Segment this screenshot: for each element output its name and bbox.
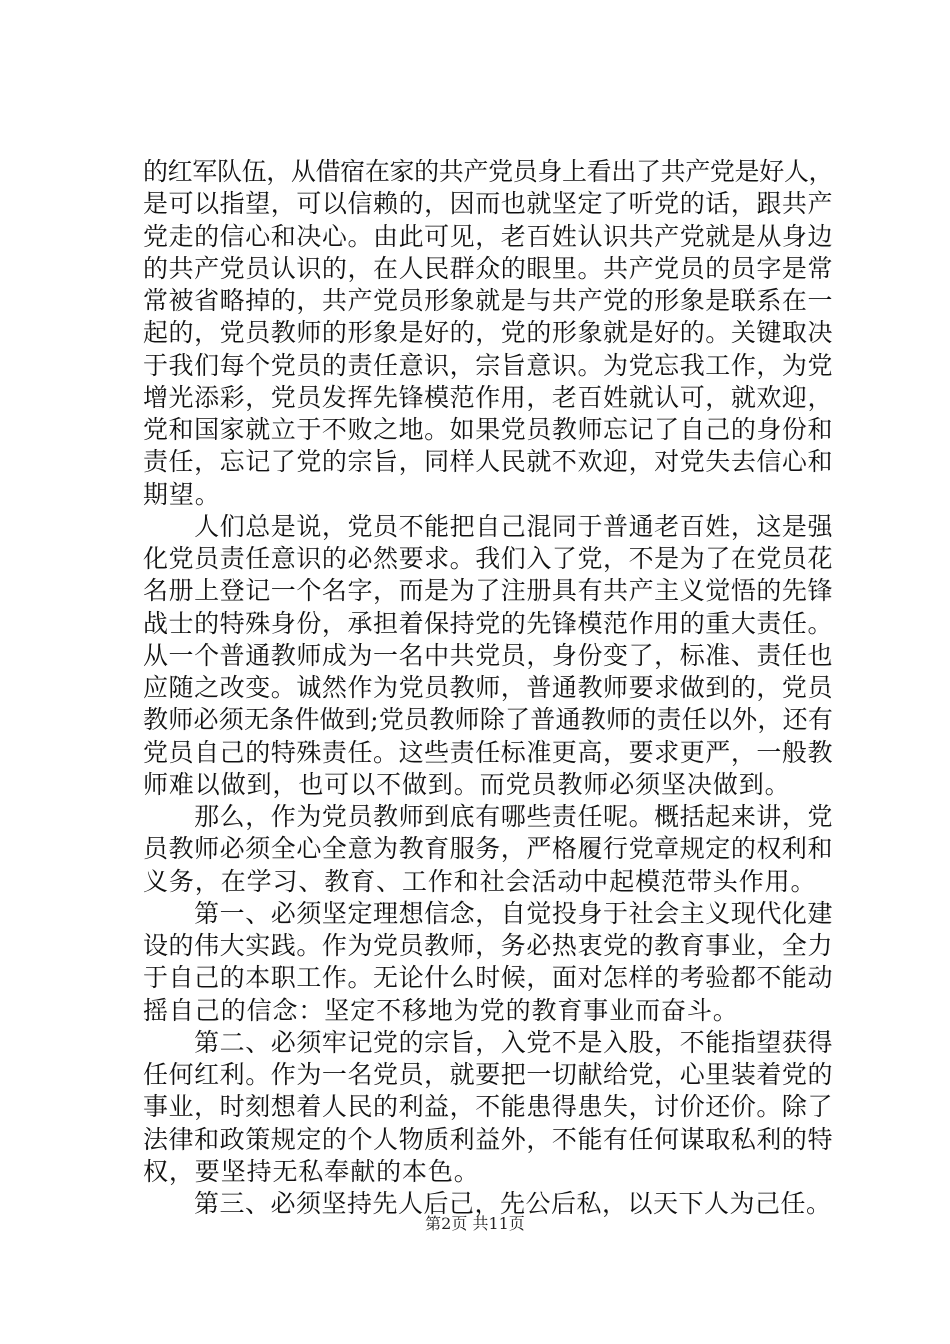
text-line: 员教师必须全心全意为教育服务，严格履行党章规定的权利和 [143, 834, 833, 864]
text-line: 师难以做到，也可以不做到。而党员教师必须坚决做到。 [143, 769, 791, 799]
text-line: 第二、必须牢记党的宗旨，入党不是入股，不能指望获得 [143, 1027, 833, 1057]
page-number-footer: 第2页 共11页 [425, 1214, 525, 1233]
text-line: 那么，作为党员教师到底有哪些责任呢。概括起来讲，党 [143, 802, 833, 831]
text-line: 于我们每个党员的责任意识，宗旨意识。为党忘我工作，为党 [143, 350, 833, 380]
body-text [143, 156, 833, 1220]
text-line: 责任，忘记了党的宗旨，同样人民就不欢迎，对党失去信心和 [143, 447, 833, 477]
text-line: 名册上登记一个名字，而是为了注册具有共产主义觉悟的先锋 [143, 576, 833, 606]
text-line: 设的伟大实践。作为党员教师，务必热衷党的教育事业，全力 [143, 931, 833, 960]
text-line: 从一个普通教师成为一名中共党员，身份变了，标准、责任也 [143, 640, 833, 670]
text-line: 是可以指望，可以信赖的，因而也就坚定了听党的话，跟共产 [143, 189, 833, 219]
text-line: 增光添彩，党员发挥先锋模范作用，老百姓就认可，就欢迎， [143, 382, 833, 412]
text-line: 常被省略掉的，共产党员形象就是与共产党的形象是联系在一 [143, 286, 833, 315]
text-line: 第一、必须坚定理想信念，自觉投身于社会主义现代化建 [143, 898, 833, 928]
text-line: 党和国家就立于不败之地。如果党员教师忘记了自己的身份和 [143, 415, 833, 444]
text-line: 起的，党员教师的形象是好的，党的形象就是好的。关键取决 [143, 318, 833, 348]
text-line: 党走的信心和决心。由此可见，老百姓认识共产党就是从身边 [143, 221, 833, 251]
text-line: 人们总是说，党员不能把自己混同于普通老百姓，这是强 [143, 511, 833, 541]
text-line: 应随之改变。诚然作为党员教师，普通教师要求做到的，党员 [143, 673, 833, 702]
text-line: 摇自己的信念：坚定不移地为党的教育事业而奋斗。 [143, 995, 739, 1025]
text-line: 第三、必须坚持先人后己，先公后私，以天下人为己任。 [143, 1189, 832, 1218]
text-line: 任何红利。作为一名党员，就要把一切献给党，心里装着党的 [143, 1060, 833, 1089]
text-line: 期望。 [143, 479, 221, 509]
text-line: 权，要坚持无私奉献的本色。 [143, 1156, 480, 1186]
text-line: 教师必须无条件做到;党员教师除了普通教师的责任以外，还有 [143, 705, 833, 735]
text-line: 于自己的本职工作。无论什么时候，面对怎样的考验都不能动 [143, 963, 833, 993]
text-line: 党员自己的特殊责任。这些责任标准更高，要求更严，一般教 [143, 737, 833, 767]
text-line: 的共产党员认识的，在人民群众的眼里。共产党员的员字是常 [143, 253, 833, 283]
text-line: 义务，在学习、教育、工作和社会活动中起模范带头作用。 [143, 866, 817, 896]
text-line: 法律和政策规定的个人物质利益外，不能有任何谋取私利的特 [143, 1124, 833, 1154]
text-line: 事业，时刻想着人民的利益，不能患得患失，讨价还价。除了 [143, 1092, 833, 1122]
text-line: 化党员责任意识的必然要求。我们入了党，不是为了在党员花 [143, 544, 833, 573]
text-line: 战士的特殊身份，承担着保持党的先锋模范作用的重大责任。 [143, 608, 833, 638]
text-line: 的红军队伍，从借宿在家的共产党员身上看出了共产党是好人， [143, 157, 833, 186]
